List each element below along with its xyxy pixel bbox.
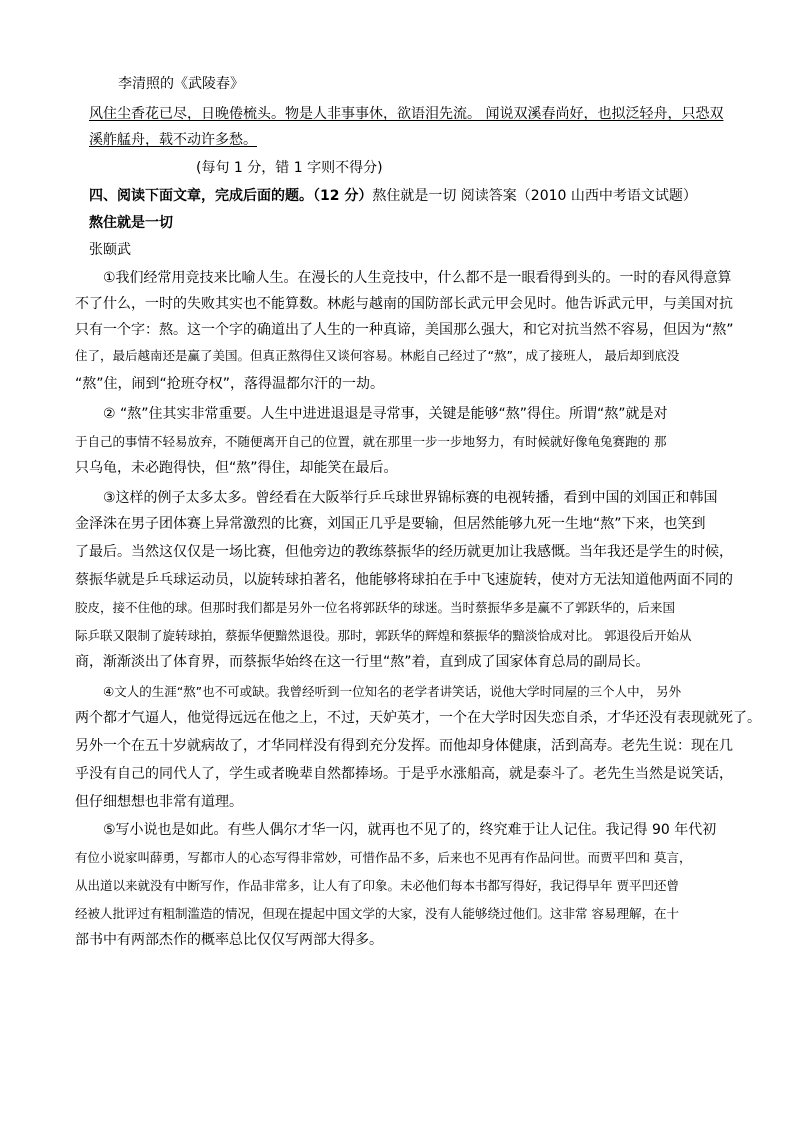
- paragraph-line: 经被人批评过有粗制滥造的情况，但现在提起中国文学的大家，没有人能够绕过他们。这非常 容易理解，在十: [75, 906, 679, 921]
- paragraph-line: “熬”住，闹到“抢班夺权”，落得温都尔汗的一劫。: [75, 376, 385, 392]
- paragraph-line: ② “熬”住其实非常重要。人生中进进退退是寻常事，关键是能够“熬”得住。所谓“熬”就是对: [103, 406, 668, 422]
- section-heading: [89, 186, 697, 206]
- paragraph-line: 部书中有两部杰作的概率总比仅仅写两部大得多。: [75, 932, 383, 948]
- paragraph-line: 于自己的事情不轻易放弃，不随便离开自己的位置，就在那里一步一步地努力，有时候就好像龟兔赛跑的 那: [75, 434, 667, 449]
- paragraph-line: 际乒联又限制了旋转球拍，蔡振华便黯然退役。那时，郭跃华的辉煌和蔡振华的黯淡恰成对比。 郭退役后开始从: [75, 628, 692, 643]
- paragraph-line: ④文人的生涯“熬”也不可或缺。我曾经听到一位知名的老学者讲笑话，说他大学时同屋的三个人中， 另外: [103, 684, 682, 699]
- article-author: 张颐武: [89, 242, 131, 258]
- paragraph-line: 了最后。当然这仅仅是一场比赛，但他旁边的教练蔡振华的经历就更加让我感慨。当年我还是学生的时候，: [75, 544, 733, 560]
- paragraph-line: 只有一个字：熬。这一个字的确道出了人生的一种真谛，美国那么强大，和它对抗当然不容易，但因为“熬”: [75, 322, 734, 338]
- paragraph-line: 住了，最后越南还是赢了美国。但真正熬得住又谈何容易。林彪自己经过了“熬”，成了接班人， 最后却到底没: [75, 348, 680, 363]
- paragraph-line: 商，渐渐淡出了体育界，而蔡振华始终在这一行里“熬”着，直到成了国家体育总局的副局长。: [75, 654, 650, 670]
- paragraph-line: 胶皮，接不住他的球。但那时我们都是另外一位名将郭跃华的球迷。当时蔡振华多是赢不了郭跃华的，后来国: [75, 600, 676, 615]
- paragraph-line: 两个都才气逼人，他觉得远远在他之上，不过，天妒英才，一个在大学时因失恋自杀，才华还没有表现就死了。: [75, 710, 761, 726]
- section-heading-rest: 熬住就是一切 阅读答案（2010 山西中考语文试题）: [372, 188, 697, 204]
- section-heading-bold: 四、阅读下面文章，完成后面的题。（12 分）: [89, 188, 373, 204]
- paragraph-line: 有位小说家叫薛勇，写都市人的心态写得非常妙，可惜作品不多，后来也不见再有作品问世。而贾平凹和 莫言，: [75, 850, 692, 865]
- paragraph-line: 乎没有自己的同代人了，学生或者晚辈自然都捧场。于是乎水涨船高，就是泰斗了。老先生当然是说笑话，: [75, 766, 733, 782]
- scoring-note: (每句 1 分，错 1 字则不得分): [196, 160, 383, 176]
- paragraph-line: ⑤写小说也是如此。有些人偶尔才华一闪，就再也不见了的，终究难于让人记住。我记得 90 年代初: [103, 822, 717, 838]
- paragraph-line: 从出道以来就没有中断写作，作品非常多，让人有了印象。未必他们每本书都写得好，我记得早年 贾平凹还曾: [75, 878, 679, 893]
- poem-line-1: 风住尘香花已尽，日晚倦梳头。物是人非事事休，欲语泪先流。 闻说双溪春尚好，也拟泛轻舟，只恐双: [89, 106, 724, 122]
- poem-line-2: 溪舴艋舟，载不动许多愁。: [89, 132, 257, 148]
- article-title: 熬住就是一切: [89, 215, 173, 231]
- paragraph-line: 但仔细想想也非常有道理。: [75, 794, 243, 810]
- paragraph-line: 另外一个在五十岁就病故了，才华同样没有得到充分发挥。而他却身体健康，活到高寿。老先生说：现在几: [75, 738, 733, 754]
- paragraph-line: ①我们经常用竞技来比喻人生。在漫长的人生竞技中，什么都不是一眼看得到头的。一时的春风得意算: [103, 270, 732, 286]
- paragraph-line: 金泽洙在男子团体赛上异常激烈的比赛，刘国正几乎是要输，但居然能够九死一生地“熬”下来，也笑到: [75, 516, 706, 532]
- paragraph-line: 蔡振华就是乒乓球运动员，以旋转球拍著名，他能够将球拍在手中飞速旋转，使对方无法知道他两面不同的: [75, 572, 733, 588]
- paragraph-line: ③这样的例子太多太多。曾经看在大阪举行乒乓球世界锦标赛的电视转播，看到中国的刘国正和韩国: [103, 490, 718, 506]
- paragraph-line: 只乌龟，未必跑得快，但“熬”得住，却能笑在最后。: [75, 460, 398, 476]
- paragraph-line: 不了什么，一时的失败其实也不能算数。林彪与越南的国防部长武元甲会见时。他告诉武元甲，与美国对抗: [75, 296, 733, 312]
- poem-title: 李清照的《武陵春》: [118, 76, 244, 92]
